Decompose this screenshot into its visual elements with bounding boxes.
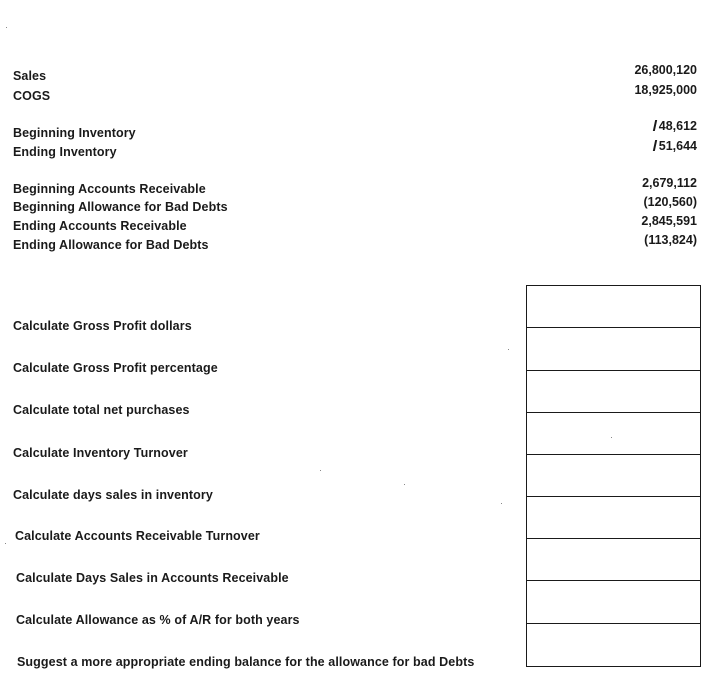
cogs-label: COGS (13, 89, 51, 103)
ending-inventory-amount: 51,644 (658, 139, 697, 153)
scan-speck (508, 349, 509, 350)
answer-cell-divider (527, 496, 700, 497)
sales-value: 26,800,120 (634, 63, 697, 77)
beginning-ar-label: Beginning Accounts Receivable (13, 182, 206, 196)
ending-inventory-value (654, 139, 697, 153)
sales-label: Sales (13, 69, 47, 83)
ending-ar-value: 2,845,591 (641, 214, 697, 228)
answer-cell-divider (527, 454, 700, 455)
cogs-value: 18,925,000 (634, 83, 697, 97)
question-days-sales-inventory: Calculate days sales in inventory (13, 488, 213, 502)
question-gross-profit-percentage: Calculate Gross Profit percentage (13, 361, 218, 375)
beginning-allowance-label: Beginning Allowance for Bad Debts (13, 200, 228, 214)
beginning-allowance-value: (120,560) (643, 195, 697, 209)
question-inventory-turnover: Calculate Inventory Turnover (13, 446, 188, 460)
ending-allowance-label: Ending Allowance for Bad Debts (13, 238, 209, 252)
beginning-ar-value: 2,679,112 (642, 176, 697, 190)
scan-speck (5, 543, 6, 544)
scan-speck (501, 503, 502, 504)
ending-inventory-label: Ending Inventory (13, 145, 117, 159)
question-net-purchases: Calculate total net purchases (13, 403, 190, 417)
scan-speck (320, 470, 321, 471)
answer-cell-divider (527, 623, 700, 624)
scan-speck (611, 437, 612, 438)
handwritten-mark-icon (653, 120, 657, 131)
beginning-inventory-label: Beginning Inventory (13, 126, 136, 140)
answer-cell-divider (527, 580, 700, 581)
question-gross-profit-dollars: Calculate Gross Profit dollars (13, 319, 192, 333)
scan-speck (6, 27, 7, 28)
question-days-sales-ar: Calculate Days Sales in Accounts Receivable (16, 571, 289, 585)
scan-speck (404, 484, 405, 485)
answer-cell-divider (527, 370, 700, 371)
question-ar-turnover: Calculate Accounts Receivable Turnover (15, 529, 260, 543)
answer-cell-divider (527, 327, 700, 328)
question-suggest-allowance: Suggest a more appropriate ending balance for the allowance for bad Debts (17, 655, 475, 669)
beginning-inventory-value (654, 119, 697, 133)
answer-cell-divider (527, 412, 700, 413)
answer-cell-divider (527, 538, 700, 539)
ending-allowance-value: (113,824) (644, 233, 697, 247)
ending-ar-label: Ending Accounts Receivable (13, 219, 187, 233)
handwritten-mark-icon (653, 140, 657, 151)
beginning-inventory-amount: 48,612 (658, 119, 697, 133)
question-allowance-percent: Calculate Allowance as % of A/R for both years (16, 613, 300, 627)
answer-grid (526, 285, 701, 667)
